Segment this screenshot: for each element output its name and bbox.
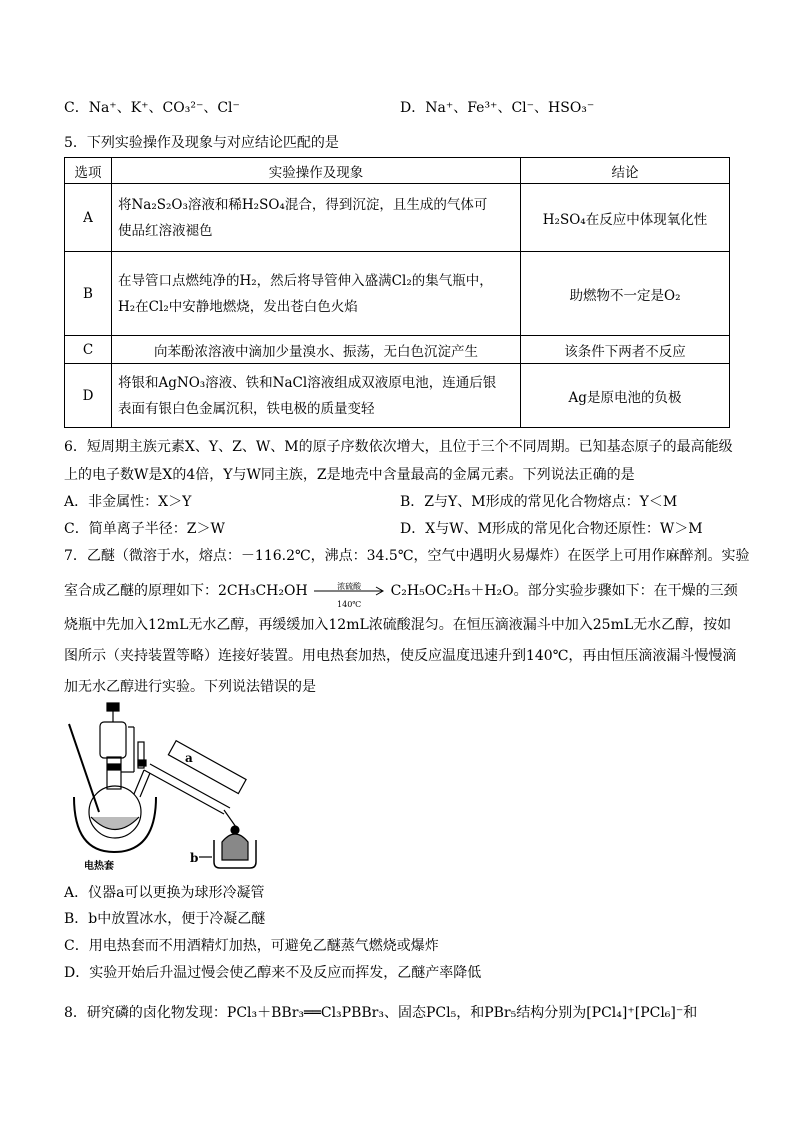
q8-stem-line1: 8．研究磷的卤化物发现：PCl₃＋BBr₃══Cl₃PBBr₃、固态PCl₅，和PBr₅结构分别为[PCl₄]⁺[PCl₆]⁻和: [64, 1005, 698, 1021]
row-operation: [112, 364, 521, 428]
row-conclusion: Ag是原电池的负极: [521, 364, 730, 428]
q7-stem-line4: 图所示（夹持装置等略）连接好装置。用电热套加热，使反应温度迅速升到140℃，再由恒压滴液漏斗慢慢滴: [64, 648, 737, 664]
q6-stem-line2: 上的电子数W是X的4倍，Y与W同主族，Z是地壳中含量最高的金属元素。下列说法正确的是: [64, 467, 635, 483]
q4-option-c: C．Na⁺、K⁺、CO₃²⁻、Cl⁻: [64, 100, 240, 116]
operation-line: H₂在Cl₂中安静地燃烧，发出苍白色火焰: [118, 298, 358, 315]
apparatus-figure: [64, 702, 294, 872]
q7-stem-line3: 烧瓶中先加入12mL无水乙醇，再缓缓加入12mL浓硫酸混匀。在恒压滴液漏斗中加入25mL无水乙醇，按如: [64, 617, 732, 633]
label-b: b: [190, 851, 199, 865]
reaction-arrow: [312, 582, 386, 609]
q5-table: [64, 157, 730, 428]
q7-option-a: A．仪器a可以更换为球形冷凝管: [64, 885, 265, 901]
q5-stem: 5．下列实验操作及现象与对应结论匹配的是: [64, 135, 339, 151]
operation-line: 将Na₂S₂O₃溶液和稀H₂SO₄混合，得到沉淀，且生成的气体可: [118, 196, 488, 213]
q7-option-b: B．b中放置冰水，便于冷凝乙醚: [64, 911, 266, 927]
operation-line: 表面有银白色金属沉积，铁电极的质量变轻: [118, 400, 375, 417]
operation-line: 使品红溶液褪色: [118, 222, 213, 239]
q7-option-c: C．用电热套而不用酒精灯加热，可避免乙醚蒸气燃烧或爆炸: [64, 938, 439, 954]
q6-option-c: C．简单离子半径：Z＞W: [64, 521, 225, 537]
q6-option-a: A．非金属性：X＞Y: [64, 494, 192, 510]
table-row: [65, 252, 730, 336]
row-option: C: [65, 336, 112, 364]
row-operation: [112, 252, 521, 336]
row-option: A: [65, 184, 112, 252]
arrow-condition-top: 浓硫酸: [337, 582, 362, 591]
q7-stem-line2: [64, 580, 738, 609]
q6-option-d: D．X与W、M形成的常见化合物还原性：W＞M: [400, 521, 703, 537]
row-operation: [112, 184, 521, 252]
q7-stem-line5: 加无水乙醇进行实验。下列说法错误的是: [64, 679, 316, 695]
arrow-condition-bottom: 140℃: [337, 600, 362, 609]
q6-stem-line1: 6．短周期主族元素X、Y、Z、W、M的原子序数依次增大，且位于三个不同周期。已知基态原子的最高能级: [64, 439, 733, 455]
row-conclusion: H₂SO₄在反应中体现氧化性: [521, 184, 730, 252]
operation-line: 在导管口点燃纯净的H₂，然后将导管伸入盛满Cl₂的集气瓶中，: [118, 272, 493, 289]
row-conclusion: 该条件下两者不反应: [521, 336, 730, 364]
q4-option-d: D．Na⁺、Fe³⁺、Cl⁻、HSO₃⁻: [400, 100, 595, 116]
header-operation: 实验操作及现象: [112, 158, 521, 184]
table-header-row: [65, 158, 730, 184]
row-conclusion: 助燃物不一定是O₂: [521, 252, 730, 336]
q6-option-b: B．Z与Y、M形成的常见化合物熔点：Y＜M: [400, 494, 678, 510]
three-neck-flask: [89, 786, 141, 838]
row-option: B: [65, 252, 112, 336]
table-row: [65, 184, 730, 252]
header-option: 选项: [65, 158, 112, 184]
header-conclusion: 结论: [521, 158, 730, 184]
operation-line: 将银和AgNO₃溶液、铁和NaCl溶液组成双液原电池，连通后银: [118, 374, 497, 391]
table-row: [65, 364, 730, 428]
table-row: [65, 336, 730, 364]
row-operation: 向苯酚浓溶液中滴加少量溴水、振荡，无白色沉淀产生: [112, 336, 521, 364]
row-option: D: [65, 364, 112, 428]
label-heater: 电热套: [84, 861, 114, 872]
q7-option-d: D．实验开始后升温过慢会使乙醇来不及反应而挥发，乙醚产率降低: [64, 965, 482, 981]
q7-stem-line1: 7．乙醚（微溶于水，熔点：－116.2℃，沸点：34.5℃，空气中遇明火易爆炸）在医学上可用作麻醉剂。实验: [64, 548, 750, 564]
reaction-reactant: 室合成乙醚的原理如下：2CH₃CH₂OH: [64, 583, 308, 599]
label-a: a: [185, 751, 193, 765]
reaction-product: C₂H₅OC₂H₅＋H₂O。部分实验步骤如下：在干燥的三颈: [390, 583, 738, 599]
